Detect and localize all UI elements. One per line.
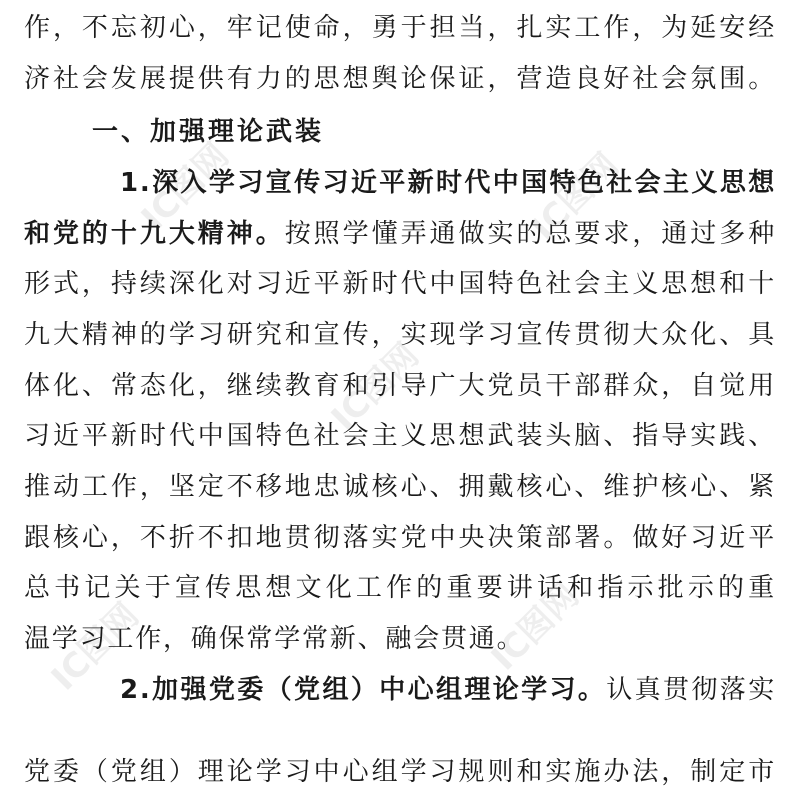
watermark: IC图网 (483, 575, 587, 679)
watermark: IC图网 (523, 145, 627, 249)
subsection-heading-text: 2.加强党委（党组）中心组理论学习。 (120, 675, 607, 705)
paragraph-line (24, 416, 776, 456)
paragraph-line (24, 752, 776, 792)
paragraph-line (24, 8, 776, 48)
line-text: 推动工作，坚定不移地忠诚核心、拥戴核心、维护核心、紧 (24, 472, 776, 502)
subsection-heading-text: 1.深入学习宣传习近平新时代中国特色社会主义思想 (120, 168, 776, 198)
subsection-heading-text: 和党的十九大精神。 (24, 219, 285, 249)
paragraph-line (24, 214, 776, 254)
line-text: 党委（党组）理论学习中心组学习规则和实施办法，制定市 (24, 757, 776, 787)
line-text: 济社会发展提供有力的思想舆论保证，营造良好社会氛围。 (24, 64, 776, 94)
line-text: 习近平新时代中国特色社会主义思想武装头脑、指导实践、 (24, 421, 776, 451)
subsection-heading (120, 670, 776, 710)
section-heading-text: 一、加强理论武装 (92, 117, 325, 147)
paragraph-line (24, 315, 776, 355)
line-text: 跟核心，不折不扣地贯彻落实党中央决策部署。做好习近平 (24, 523, 776, 553)
line-text: 总书记关于宣传思想文化工作的重要讲话和指示批示的重 (24, 573, 776, 603)
line-text: 九大精神的学习研究和宣传，实现学习宣传贯彻大众化、具 (24, 320, 776, 350)
line-text: 温学习工作，确保常学常新、融会贯通。 (24, 624, 525, 654)
paragraph-line (24, 264, 776, 304)
line-text: 按照学懂弄通做实的总要求，通过多种 (284, 219, 776, 249)
line-text: 认真贯彻落实 (606, 675, 776, 705)
line-text: 作，不忘初心，牢记使命，勇于担当，扎实工作，为延安经 (24, 13, 776, 43)
paragraph-line (24, 467, 776, 507)
subsection-heading (120, 163, 776, 203)
paragraph-line (24, 518, 776, 558)
paragraph-line (24, 366, 776, 406)
watermark: IC图网 (323, 335, 427, 439)
paragraph-line (24, 568, 776, 608)
paragraph-line (24, 59, 776, 99)
line-text: 形式，持续深化对习近平新时代中国特色社会主义思想和十 (24, 269, 776, 299)
section-heading (92, 112, 324, 152)
watermark: IC图网 (133, 135, 237, 239)
watermark: IC图网 (43, 595, 147, 699)
paragraph-line (24, 619, 776, 659)
line-text: 体化、常态化，继续教育和引导广大党员干部群众，自觉用 (24, 371, 776, 401)
